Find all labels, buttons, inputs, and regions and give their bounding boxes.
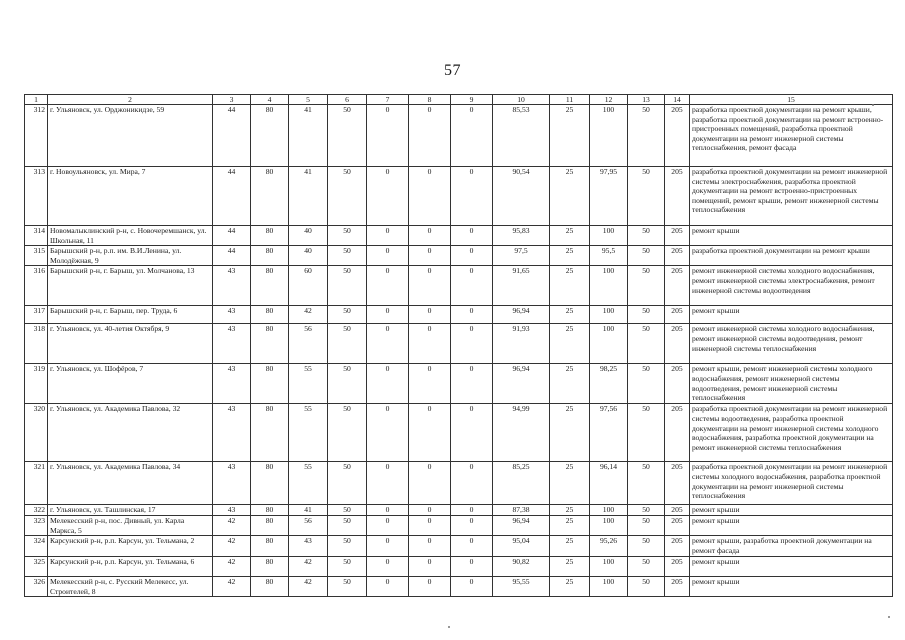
value-cell: 25 [550, 462, 590, 505]
column-header: 10 [493, 95, 550, 105]
value-cell: 43 [213, 462, 251, 505]
value-cell: 0 [367, 557, 409, 577]
table-row [25, 226, 893, 246]
value-cell: 0 [409, 505, 451, 516]
row-number: 318 [25, 324, 48, 364]
value-cell: 43 [213, 404, 251, 462]
value-cell: 95,55 [493, 577, 550, 597]
table-row [25, 246, 893, 266]
value-cell: 50 [328, 246, 367, 266]
value-cell: 0 [367, 505, 409, 516]
value-cell: 0 [451, 515, 493, 535]
column-header: 7 [367, 95, 409, 105]
value-cell: 40 [289, 226, 328, 246]
value-cell: 25 [550, 404, 590, 462]
value-cell: 50 [628, 404, 665, 462]
page-number: 57 [444, 62, 461, 79]
value-cell: 41 [289, 505, 328, 516]
value-cell: 44 [213, 105, 251, 167]
value-cell: 0 [409, 515, 451, 535]
value-cell: 41 [289, 105, 328, 167]
value-cell: 0 [367, 246, 409, 266]
address-cell: Карсунский р-н, р.п. Карсун, ул. Тельмана, 2 [48, 536, 213, 557]
value-cell: 87,38 [493, 505, 550, 516]
value-cell: 205 [665, 226, 690, 246]
value-cell: 0 [409, 266, 451, 306]
row-number: 324 [25, 536, 48, 557]
value-cell: 205 [665, 167, 690, 226]
value-cell: 80 [251, 577, 289, 597]
value-cell: 95,83 [493, 226, 550, 246]
value-cell: 50 [328, 266, 367, 306]
value-cell: 50 [328, 167, 367, 226]
row-number: 325 [25, 557, 48, 577]
value-cell: 0 [409, 306, 451, 324]
value-cell: 95,04 [493, 536, 550, 557]
column-header: 14 [665, 95, 690, 105]
value-cell: 85,25 [493, 462, 550, 505]
value-cell: 41 [289, 167, 328, 226]
value-cell: 0 [409, 364, 451, 404]
address-cell: Новомалыклинский р-н, с. Новочеремшанск, ул. Школьная, 11 [48, 226, 213, 246]
works-cell: ремонт крыши [690, 306, 893, 324]
table-row [25, 404, 893, 462]
value-cell: 0 [451, 167, 493, 226]
value-cell: 0 [409, 324, 451, 364]
value-cell: 25 [550, 266, 590, 306]
value-cell: 205 [665, 324, 690, 364]
value-cell: 50 [328, 404, 367, 462]
repair-schedule-table [24, 94, 893, 597]
table-row [25, 167, 893, 226]
scan-speck [888, 616, 890, 618]
scan-speck [872, 104, 874, 106]
value-cell: 100 [590, 505, 628, 516]
value-cell: 50 [628, 364, 665, 404]
value-cell: 96,94 [493, 306, 550, 324]
value-cell: 56 [289, 324, 328, 364]
row-number: 319 [25, 364, 48, 404]
value-cell: 80 [251, 306, 289, 324]
value-cell: 0 [451, 536, 493, 557]
table-row [25, 306, 893, 324]
row-number: 312 [25, 105, 48, 167]
value-cell: 0 [451, 557, 493, 577]
column-header: 1 [25, 95, 48, 105]
value-cell: 97,95 [590, 167, 628, 226]
works-cell: ремонт крыши [690, 557, 893, 577]
value-cell: 205 [665, 246, 690, 266]
value-cell: 94,99 [493, 404, 550, 462]
value-cell: 0 [367, 515, 409, 535]
value-cell: 90,82 [493, 557, 550, 577]
value-cell: 44 [213, 246, 251, 266]
value-cell: 43 [213, 364, 251, 404]
value-cell: 25 [550, 536, 590, 557]
value-cell: 85,53 [493, 105, 550, 167]
value-cell: 50 [328, 364, 367, 404]
column-header: 11 [550, 95, 590, 105]
value-cell: 50 [328, 577, 367, 597]
column-header: 6 [328, 95, 367, 105]
value-cell: 50 [328, 105, 367, 167]
table-row [25, 462, 893, 505]
value-cell: 43 [213, 505, 251, 516]
value-cell: 80 [251, 246, 289, 266]
row-number: 320 [25, 404, 48, 462]
value-cell: 0 [451, 246, 493, 266]
value-cell: 0 [451, 226, 493, 246]
value-cell: 42 [213, 515, 251, 535]
value-cell: 100 [590, 306, 628, 324]
value-cell: 0 [367, 364, 409, 404]
column-number-row [25, 95, 893, 105]
row-number: 315 [25, 246, 48, 266]
value-cell: 0 [409, 462, 451, 505]
value-cell: 43 [213, 324, 251, 364]
address-cell: г. Ульяновск, ул. Шофёров, 7 [48, 364, 213, 404]
value-cell: 100 [590, 324, 628, 364]
value-cell: 50 [328, 505, 367, 516]
value-cell: 80 [251, 505, 289, 516]
value-cell: 0 [367, 167, 409, 226]
value-cell: 25 [550, 246, 590, 266]
value-cell: 50 [628, 246, 665, 266]
value-cell: 80 [251, 266, 289, 306]
value-cell: 0 [409, 404, 451, 462]
value-cell: 95,5 [590, 246, 628, 266]
value-cell: 80 [251, 364, 289, 404]
table-row [25, 505, 893, 516]
value-cell: 60 [289, 266, 328, 306]
row-number: 317 [25, 306, 48, 324]
value-cell: 50 [328, 226, 367, 246]
table-row [25, 577, 893, 597]
value-cell: 50 [628, 306, 665, 324]
value-cell: 205 [665, 505, 690, 516]
value-cell: 25 [550, 557, 590, 577]
row-number: 322 [25, 505, 48, 516]
column-header: 13 [628, 95, 665, 105]
value-cell: 50 [328, 306, 367, 324]
column-header: 8 [409, 95, 451, 105]
value-cell: 0 [451, 266, 493, 306]
value-cell: 25 [550, 364, 590, 404]
works-cell: ремонт крыши [690, 505, 893, 516]
row-number: 316 [25, 266, 48, 306]
value-cell: 80 [251, 515, 289, 535]
value-cell: 50 [628, 226, 665, 246]
value-cell: 0 [367, 462, 409, 505]
address-cell: Барышский р-н, р.п. им. В.И.Ленина, ул. Молодёжная, 9 [48, 246, 213, 266]
value-cell: 0 [451, 324, 493, 364]
address-cell: г. Новоульяновск, ул. Мира, 7 [48, 167, 213, 226]
value-cell: 205 [665, 557, 690, 577]
address-cell: г. Ульяновск, ул. Орджоникидзе, 59 [48, 105, 213, 167]
value-cell: 25 [550, 577, 590, 597]
table-row [25, 105, 893, 167]
column-header: 4 [251, 95, 289, 105]
value-cell: 0 [451, 577, 493, 597]
value-cell: 80 [251, 167, 289, 226]
scan-speck [448, 626, 450, 628]
works-cell: разработка проектной документации на ремонт крыши, разработка проектной документации на ремонт встроенно-пристроенных помещений, разработка проектной документации на ремонт инженерной системы теплоснабжения, ремонт фасада [690, 105, 893, 167]
value-cell: 50 [328, 536, 367, 557]
works-cell: ремонт крыши [690, 226, 893, 246]
value-cell: 0 [367, 266, 409, 306]
value-cell: 0 [409, 105, 451, 167]
value-cell: 43 [289, 536, 328, 557]
value-cell: 0 [451, 105, 493, 167]
value-cell: 50 [328, 324, 367, 364]
value-cell: 55 [289, 404, 328, 462]
value-cell: 50 [628, 462, 665, 505]
value-cell: 25 [550, 167, 590, 226]
address-cell: г. Ульяновск, ул. 40-летия Октября, 9 [48, 324, 213, 364]
value-cell: 43 [213, 306, 251, 324]
value-cell: 50 [628, 167, 665, 226]
value-cell: 100 [590, 226, 628, 246]
value-cell: 0 [409, 557, 451, 577]
value-cell: 50 [628, 266, 665, 306]
table-row [25, 557, 893, 577]
value-cell: 25 [550, 324, 590, 364]
value-cell: 91,65 [493, 266, 550, 306]
works-cell: разработка проектной документации на ремонт инженерной системы водоотведения, разработка проектной документации на ремонт инженерной системы холодного водоснабжения, разработка проектной документации на ремонт инженерной системы теплоснабжения [690, 404, 893, 462]
value-cell: 0 [367, 324, 409, 364]
column-header: 2 [48, 95, 213, 105]
works-cell: ремонт инженерной системы холодного водоснабжения, ремонт инженерной системы электроснабжения, ремонт инженерной системы водоотведения [690, 266, 893, 306]
value-cell: 25 [550, 226, 590, 246]
value-cell: 0 [409, 246, 451, 266]
value-cell: 25 [550, 515, 590, 535]
value-cell: 0 [367, 105, 409, 167]
value-cell: 0 [409, 536, 451, 557]
value-cell: 0 [367, 404, 409, 462]
works-cell: ремонт крыши, ремонт инженерной системы холодного водоснабжения, ремонт инженерной системы водоотведения, ремонт инженерной системы теплоснабжения [690, 364, 893, 404]
works-cell: ремонт крыши [690, 577, 893, 597]
address-cell: Барышский р-н, г. Барыш, пер. Труда, 6 [48, 306, 213, 324]
value-cell: 80 [251, 105, 289, 167]
value-cell: 0 [451, 404, 493, 462]
value-cell: 25 [550, 505, 590, 516]
value-cell: 97,5 [493, 246, 550, 266]
address-cell: Барышский р-н, г. Барыш, ул. Молчанова, 13 [48, 266, 213, 306]
value-cell: 96,14 [590, 462, 628, 505]
value-cell: 0 [409, 577, 451, 597]
value-cell: 205 [665, 515, 690, 535]
value-cell: 80 [251, 462, 289, 505]
value-cell: 44 [213, 226, 251, 246]
value-cell: 100 [590, 105, 628, 167]
value-cell: 80 [251, 557, 289, 577]
row-number: 321 [25, 462, 48, 505]
value-cell: 0 [409, 167, 451, 226]
table-row [25, 324, 893, 364]
column-header: 5 [289, 95, 328, 105]
address-cell: Карсунский р-н, р.п. Карсун, ул. Тельмана, 6 [48, 557, 213, 577]
value-cell: 50 [628, 105, 665, 167]
value-cell: 42 [213, 577, 251, 597]
value-cell: 50 [628, 577, 665, 597]
value-cell: 98,25 [590, 364, 628, 404]
works-cell: ремонт крыши [690, 515, 893, 535]
value-cell: 100 [590, 577, 628, 597]
value-cell: 97,56 [590, 404, 628, 462]
value-cell: 0 [451, 462, 493, 505]
value-cell: 50 [628, 557, 665, 577]
value-cell: 42 [289, 557, 328, 577]
value-cell: 96,94 [493, 364, 550, 404]
value-cell: 91,93 [493, 324, 550, 364]
works-cell: разработка проектной документации на ремонт инженерной системы холодного водоснабжения, разработка проектной документации на ремонт инженерной системы теплоснабжения [690, 462, 893, 505]
works-cell: ремонт крыши, разработка проектной документации на ремонт фасада [690, 536, 893, 557]
value-cell: 0 [367, 306, 409, 324]
value-cell: 90,54 [493, 167, 550, 226]
value-cell: 50 [628, 505, 665, 516]
column-header: 15 [690, 95, 893, 105]
column-header: 12 [590, 95, 628, 105]
value-cell: 80 [251, 536, 289, 557]
value-cell: 50 [628, 536, 665, 557]
address-cell: г. Ульяновск, ул. Ташлинская, 17 [48, 505, 213, 516]
row-number: 314 [25, 226, 48, 246]
value-cell: 80 [251, 404, 289, 462]
value-cell: 205 [665, 404, 690, 462]
value-cell: 55 [289, 462, 328, 505]
value-cell: 55 [289, 364, 328, 404]
value-cell: 0 [451, 505, 493, 516]
value-cell: 42 [289, 577, 328, 597]
value-cell: 0 [367, 577, 409, 597]
value-cell: 205 [665, 306, 690, 324]
value-cell: 56 [289, 515, 328, 535]
value-cell: 205 [665, 462, 690, 505]
value-cell: 25 [550, 306, 590, 324]
value-cell: 50 [328, 557, 367, 577]
value-cell: 80 [251, 226, 289, 246]
value-cell: 42 [289, 306, 328, 324]
address-cell: г. Ульяновск, ул. Академика Павлова, 32 [48, 404, 213, 462]
value-cell: 0 [451, 364, 493, 404]
value-cell: 42 [213, 536, 251, 557]
value-cell: 40 [289, 246, 328, 266]
value-cell: 205 [665, 364, 690, 404]
address-cell: Мелекесский р-н, пос. Дивный, ул. Карла Маркса, 5 [48, 515, 213, 535]
table-row [25, 364, 893, 404]
value-cell: 50 [328, 515, 367, 535]
works-cell: ремонт инженерной системы холодного водоснабжения, ремонт инженерной системы водоотведения, ремонт инженерной системы теплоснабжения [690, 324, 893, 364]
value-cell: 205 [665, 536, 690, 557]
value-cell: 42 [213, 557, 251, 577]
value-cell: 95,26 [590, 536, 628, 557]
row-number: 323 [25, 515, 48, 535]
value-cell: 205 [665, 266, 690, 306]
value-cell: 25 [550, 105, 590, 167]
value-cell: 0 [367, 226, 409, 246]
value-cell: 44 [213, 167, 251, 226]
value-cell: 43 [213, 266, 251, 306]
value-cell: 0 [409, 226, 451, 246]
value-cell: 50 [628, 515, 665, 535]
value-cell: 50 [328, 462, 367, 505]
address-cell: г. Ульяновск, ул. Академика Павлова, 34 [48, 462, 213, 505]
value-cell: 96,94 [493, 515, 550, 535]
value-cell: 50 [628, 324, 665, 364]
works-cell: разработка проектной документации на ремонт инженерной системы электроснабжения, разработка проектной документации на ремонт встроенно-пристроенных помещений, ремонт крыши, ремонт инженерной системы теплоснабжения [690, 167, 893, 226]
works-cell: разработка проектной документации на ремонт крыши [690, 246, 893, 266]
value-cell: 100 [590, 266, 628, 306]
table-row [25, 536, 893, 557]
row-number: 313 [25, 167, 48, 226]
table-row [25, 266, 893, 306]
value-cell: 205 [665, 105, 690, 167]
value-cell: 0 [451, 306, 493, 324]
value-cell: 100 [590, 515, 628, 535]
row-number: 326 [25, 577, 48, 597]
value-cell: 100 [590, 557, 628, 577]
value-cell: 205 [665, 577, 690, 597]
column-header: 3 [213, 95, 251, 105]
table-row [25, 515, 893, 535]
column-header: 9 [451, 95, 493, 105]
value-cell: 0 [367, 536, 409, 557]
value-cell: 80 [251, 324, 289, 364]
address-cell: Мелекесский р-н, с. Русский Мелекесс, ул. Строителей, 8 [48, 577, 213, 597]
